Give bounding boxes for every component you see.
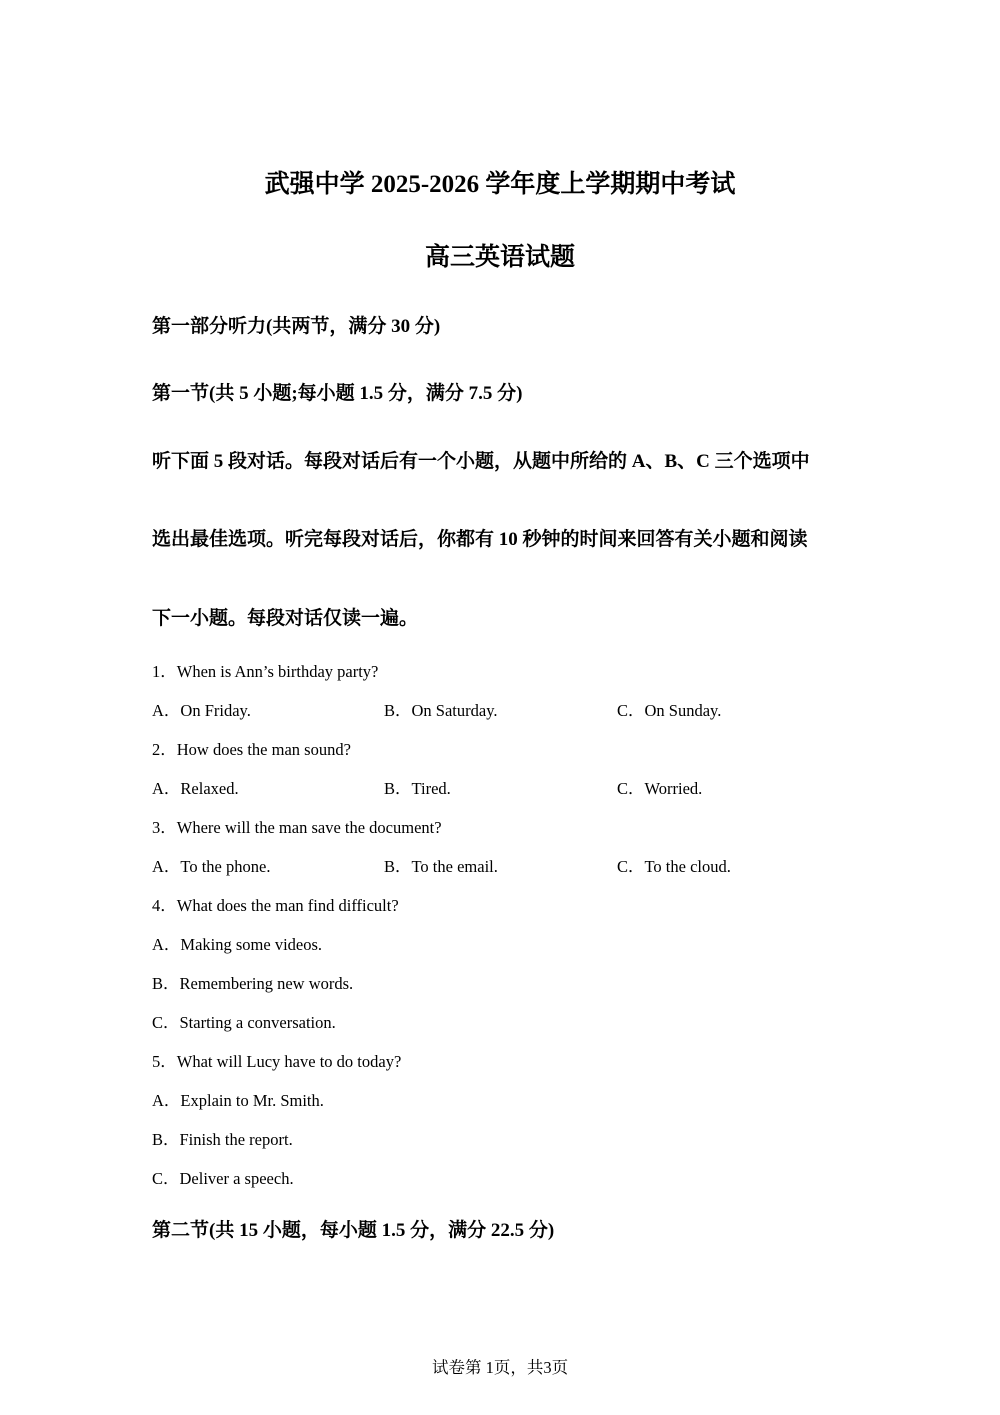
exam-subtitle: 高三英语试题 — [424, 244, 575, 271]
instructions-line: 听下面 5 段对话。每段对话后有一个小题，从题中所给的 A、B、C 三个选项中 — [152, 451, 810, 472]
option-c: C．On Sunday. — [617, 701, 722, 720]
option-a: A．Making some videos. — [152, 935, 323, 954]
question-stem: 4．What does the man find difficult? — [152, 896, 399, 915]
option-b: B．To the email. — [384, 857, 498, 876]
option-c: C．Deliver a speech. — [152, 1169, 294, 1188]
option-c: C．To the cloud. — [617, 857, 731, 876]
question-stem: 3．Where will the man save the document? — [152, 818, 442, 837]
option-a: A．Relaxed. — [152, 779, 239, 798]
option-a: A．To the phone. — [152, 857, 271, 876]
question-stem: 2．How does the man sound? — [152, 740, 351, 759]
option-b: B．Tired. — [384, 779, 451, 798]
part1-heading: 第一部分听力(共两节，满分 30 分) — [152, 316, 441, 337]
instructions-line: 选出最佳选项。听完每段对话后，你都有 10 秒钟的时间来回答有关小题和阅读 — [152, 529, 808, 550]
question-stem: 5．What will Lucy have to do today? — [152, 1052, 402, 1071]
option-c: C．Starting a conversation. — [152, 1013, 336, 1032]
option-b: B．On Saturday. — [384, 701, 498, 720]
question-stem: 1．When is Ann’s birthday party? — [152, 662, 379, 681]
option-a: A．Explain to Mr. Smith. — [152, 1091, 324, 1110]
option-c: C．Worried. — [617, 779, 703, 798]
option-a: A．On Friday. — [152, 701, 251, 720]
section1-heading: 第一节(共 5 小题;每小题 1.5 分，满分 7.5 分) — [152, 383, 523, 404]
option-b: B．Remembering new words. — [152, 974, 354, 993]
exam-title: 武强中学 2025-2026 学年度上学期期中考试 — [264, 171, 736, 198]
section2-heading: 第二节(共 15 小题，每小题 1.5 分，满分 22.5 分) — [152, 1220, 555, 1241]
page-footer: 试卷第 1页，共3页 — [431, 1358, 569, 1377]
instructions-line: 下一小题。每段对话仅读一遍。 — [152, 608, 419, 629]
option-b: B．Finish the report. — [152, 1130, 293, 1149]
